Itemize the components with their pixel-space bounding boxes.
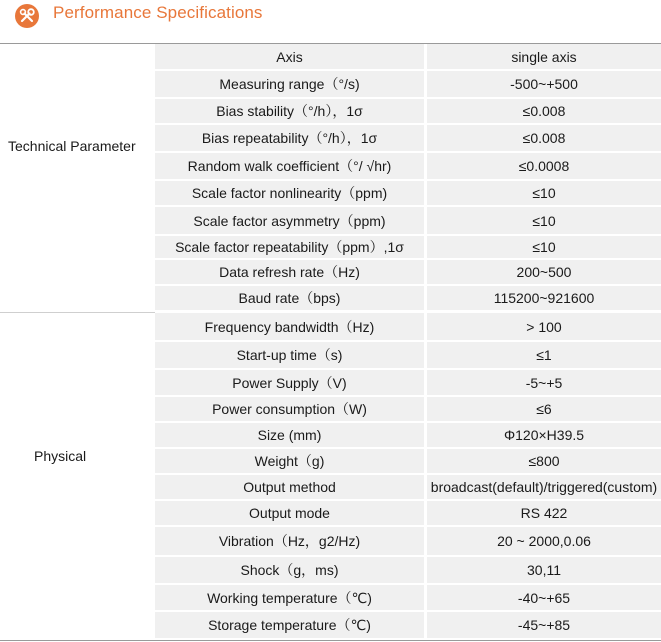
spec-name: Size (mm) [155,423,424,447]
spec-value: ≤0.008 [427,99,661,123]
table-row [155,501,661,527]
spec-value: ≤800 [427,449,661,473]
spec-name: Scale factor repeatability（ppm）,1σ [155,236,424,258]
spec-value: ≤10 [427,236,661,258]
spec-name: Baud rate（bps) [155,286,424,310]
spec-name: Bias stability（°/h），1σ [155,99,424,123]
table-row [155,286,661,312]
table-row [155,370,661,397]
spec-name: Measuring range（°/s) [155,71,424,97]
spec-name: Output mode [155,501,424,525]
group-label-physical: Physical [34,448,87,464]
spec-value: 200~500 [427,260,661,284]
spec-value: ≤6 [427,397,661,421]
spec-value: -500~+500 [427,71,661,97]
spec-name: Weight（g) [155,449,424,473]
spec-name: Data refresh rate（Hz) [155,260,424,284]
spec-name: Scale factor nonlinearity（ppm) [155,181,424,205]
spec-value: -45~+85 [427,612,661,638]
spec-value: ≤0.0008 [427,153,661,179]
spec-name: Vibration（Hz，g2/Hz) [155,527,424,555]
table-row [155,342,661,370]
spec-value: ≤10 [427,207,661,234]
spec-value: ≤10 [427,181,661,205]
section-header [0,0,661,44]
table-row [155,475,661,501]
spec-name: Working temperature（℃) [155,585,424,610]
spec-name: Output method [155,475,424,499]
spec-name: Start-up time（s) [155,342,424,368]
wrench-gear-icon [14,3,40,29]
table-row [155,236,661,260]
spec-value: -40~+65 [427,585,661,610]
spec-name: Power consumption（W) [155,397,424,421]
table-row [155,181,661,207]
bottom-divider [0,640,661,641]
spec-name: Shock（g，ms) [155,557,424,583]
spec-name: Power Supply（V) [155,370,424,395]
spec-name: Bias repeatability（°/h），1σ [155,125,424,151]
table-row [155,153,661,181]
spec-value: 30,11 [427,557,661,583]
group-divider [0,312,155,313]
table-row [155,423,661,449]
table-row [155,71,661,99]
spec-value: single axis [427,44,661,69]
spec-value: broadcast(default)/triggered(custom) [427,475,661,499]
spec-value: Φ120×H39.5 [427,423,661,447]
table-row [155,260,661,286]
spec-value: 115200~921600 [427,286,661,310]
table-row [155,99,661,125]
table-row [155,585,661,612]
table-row [155,397,661,423]
table-row [155,125,661,153]
spec-value: ≤0.008 [427,125,661,151]
group-label-technical: Technical Parameter [8,138,136,154]
spec-value: > 100 [427,313,661,340]
spec-name: Frequency bandwidth（Hz) [155,313,424,340]
spec-name: Scale factor asymmetry（ppm) [155,207,424,234]
spec-value: 20 ~ 2000,0.06 [427,527,661,555]
table-row [155,44,661,71]
spec-name: Random walk coefficient（°/ √hr) [155,153,424,179]
spec-value: ≤1 [427,342,661,368]
spec-value: RS 422 [427,501,661,525]
spec-name: Axis [155,44,424,69]
table-row [155,313,661,342]
spec-value: -5~+5 [427,370,661,395]
table-row [155,612,661,640]
table-row [155,449,661,475]
table-row [155,527,661,557]
page-title: Performance Specifications [53,3,263,22]
table-row [155,207,661,236]
table-row [155,557,661,585]
spec-name: Storage temperature（℃) [155,612,424,638]
